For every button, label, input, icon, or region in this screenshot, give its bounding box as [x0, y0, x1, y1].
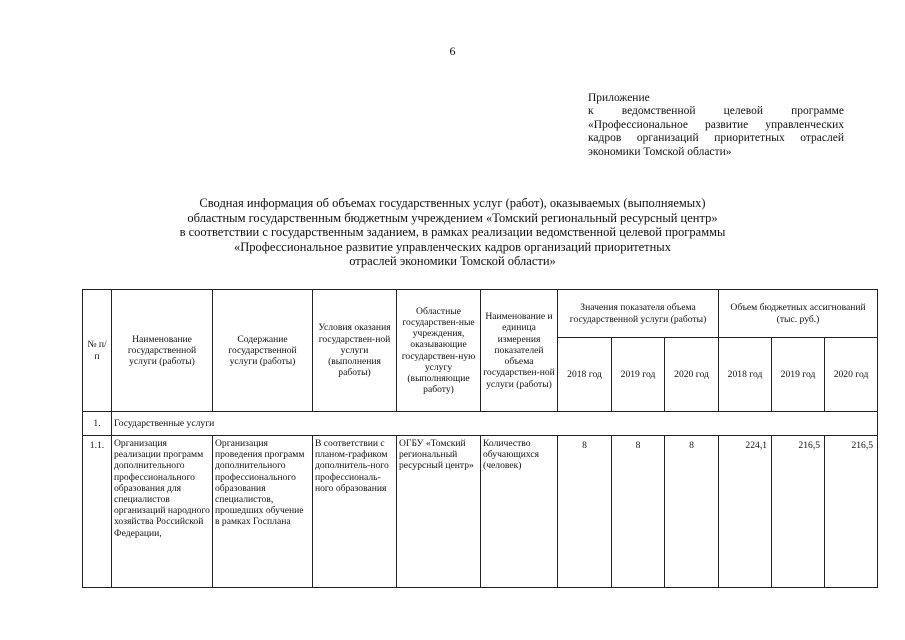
row-institution: ОГБУ «Томский региональный ресурсный центр»: [397, 436, 481, 588]
page-number: 6: [449, 44, 456, 58]
row-service-content: Организация проведения программ дополнительного профессионального образования специалистов, прошедших обучение в рамках Госплана: [213, 436, 313, 588]
row-value-2020: 8: [665, 436, 719, 588]
services-table: [82, 289, 878, 588]
appendix-line-3: «Профессиональное развитие управленческих: [588, 118, 844, 131]
header-budget-2018: 2018 год: [719, 338, 772, 412]
section-row: [83, 412, 878, 436]
row-budget-2018: 224,1: [719, 436, 772, 588]
title-line-1: Сводная информация об объемах государственных услуг (работ), оказываемых (выполняемых): [199, 196, 706, 210]
row-value-2019: 8: [612, 436, 665, 588]
appendix-block: [588, 92, 844, 159]
appendix-line-5: экономики Томской области»: [588, 145, 732, 158]
row-num: 1.1.: [83, 436, 112, 588]
table-row: [83, 436, 878, 588]
header-service-content: Содержание государственной услуги (работы): [213, 290, 313, 412]
row-conditions: В соответствии с планом-графиком дополнитель-ного профессиональ-ного образования: [313, 436, 397, 588]
document-title: [0, 196, 905, 269]
header-num: № п/п: [83, 290, 112, 412]
header-budget-2019: 2019 год: [772, 338, 825, 412]
row-service-name: Организация реализации программ дополнительного профессионального образования для специалистов организаций народного хозяйства Российской Федерации,: [112, 436, 213, 588]
section-label: Государственные услуги: [112, 412, 878, 436]
header-budget-group: Объем бюджетных ассигнований (тыс. руб.): [719, 290, 878, 338]
header-conditions: Условия оказания государствен-ной услуги (выполнения работы): [313, 290, 397, 412]
row-value-2018: 8: [558, 436, 612, 588]
header-values-2018: 2018 год: [558, 338, 612, 412]
header-indicator: Наименование и единица измерения показателей объема государствен-ной услуги (работы): [481, 290, 558, 412]
title-line-3: в соответствии с государственным заданием, в рамках реализации ведомственной целевой программы: [179, 225, 726, 240]
header-budget-2020: 2020 год: [825, 338, 878, 412]
title-line-5: отраслей экономики Томской области»: [349, 254, 556, 269]
appendix-line-2: к ведомственной целевой программе: [588, 105, 844, 118]
section-num: 1.: [83, 412, 112, 436]
header-service-name: Наименование государственной услуги (работы): [112, 290, 213, 412]
appendix-line-1: Приложение: [588, 92, 650, 104]
header-row-1: [83, 290, 878, 338]
row-budget-2020: 216,5: [825, 436, 878, 588]
appendix-line-4: кадров организаций приоритетных отраслей: [588, 132, 844, 145]
row-budget-2019: 216,5: [772, 436, 825, 588]
row-indicator: Количество обучающихся (человек): [481, 436, 558, 588]
header-values-2020: 2020 год: [665, 338, 719, 412]
header-values-2019: 2019 год: [612, 338, 665, 412]
header-values-group: Значения показателя объема государственной услуги (работы): [558, 290, 719, 338]
title-line-2: областным государственным бюджетным учреждением «Томский региональный ресурсный центр»: [187, 210, 718, 225]
header-institutions: Областные государствен-ные учреждения, оказывающие государствен-ную услугу (выполняющие работу): [397, 290, 481, 412]
title-line-4: «Профессиональное развитие управленческих кадров организаций приоритетных: [234, 239, 671, 254]
